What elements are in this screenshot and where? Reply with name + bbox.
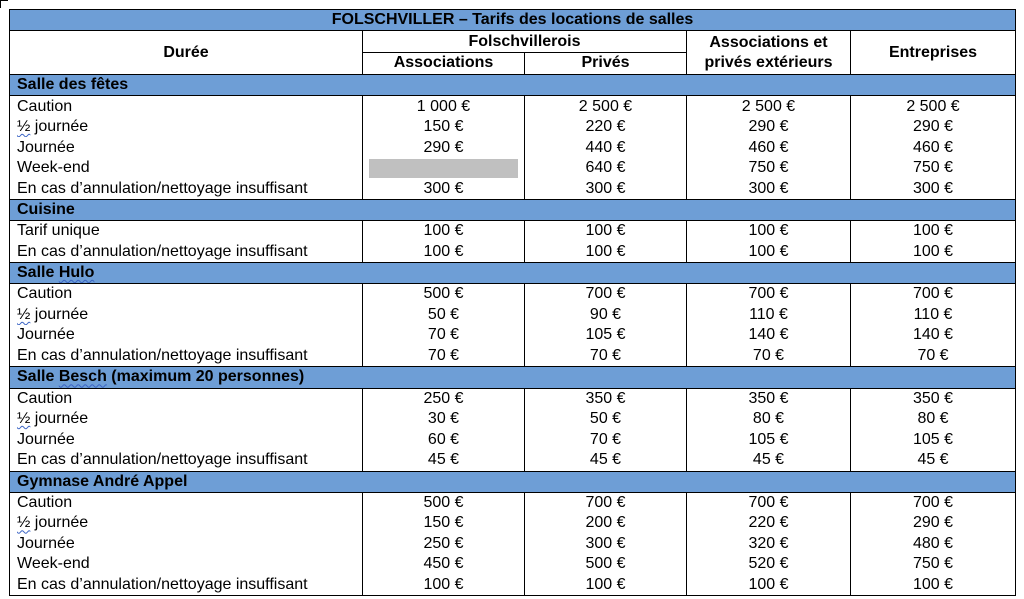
price-cell: 700 € xyxy=(851,284,1016,305)
page-corner-mark xyxy=(0,0,8,8)
price-cell: 300 € xyxy=(525,178,687,199)
price-cell: 70 € xyxy=(363,346,525,367)
price-cell: 290 € xyxy=(851,513,1016,534)
row-label: En cas d’annulation/nettoyage insuffisant xyxy=(10,346,363,367)
price-cell: 70 € xyxy=(851,346,1016,367)
price-cell: 350 € xyxy=(687,388,851,409)
table-row xyxy=(10,158,1016,179)
price-cell: 45 € xyxy=(687,450,851,471)
row-label: Journée xyxy=(10,325,363,346)
row-label: En cas d’annulation/nettoyage insuffisant xyxy=(10,178,363,199)
price-cell: 100 € xyxy=(687,242,851,263)
table-row xyxy=(10,534,1016,555)
price-cell: 300 € xyxy=(687,178,851,199)
price-cell: 105 € xyxy=(851,430,1016,451)
table-row xyxy=(10,409,1016,430)
table-row xyxy=(10,513,1016,534)
price-cell: 80 € xyxy=(851,409,1016,430)
price-cell: 200 € xyxy=(525,513,687,534)
price-cell: 45 € xyxy=(363,450,525,471)
price-cell: 110 € xyxy=(851,305,1016,326)
price-cell: 100 € xyxy=(363,221,525,242)
section-title: Salle Besch (maximum 20 personnes) xyxy=(10,367,1016,388)
price-cell: 90 € xyxy=(525,305,687,326)
row-label: Caution xyxy=(10,96,363,117)
section-title: Gymnase André Appel xyxy=(10,471,1016,492)
price-cell: 520 € xyxy=(687,554,851,575)
section-title: Cuisine xyxy=(10,199,1016,220)
price-cell: 300 € xyxy=(525,534,687,555)
price-cell: 1 000 € xyxy=(363,96,525,117)
row-label: Tarif unique xyxy=(10,221,363,242)
header-associations: Associations xyxy=(363,53,525,75)
table-row xyxy=(10,346,1016,367)
row-label: Caution xyxy=(10,284,363,305)
rental-rates-table xyxy=(9,9,1016,596)
price-cell: 460 € xyxy=(687,137,851,158)
price-cell: 700 € xyxy=(851,492,1016,513)
price-cell: 150 € xyxy=(363,513,525,534)
row-label: Journée xyxy=(10,430,363,451)
price-cell: 30 € xyxy=(363,409,525,430)
price-cell: 220 € xyxy=(687,513,851,534)
price-cell: 350 € xyxy=(525,388,687,409)
price-cell: 110 € xyxy=(687,305,851,326)
table-body xyxy=(10,75,1016,596)
price-cell: 70 € xyxy=(525,430,687,451)
price-cell: 100 € xyxy=(851,242,1016,263)
row-label: En cas d’annulation/nettoyage insuffisant xyxy=(10,242,363,263)
price-cell: 750 € xyxy=(851,554,1016,575)
table-row xyxy=(10,178,1016,199)
price-cell: 100 € xyxy=(363,575,525,596)
price-cell: 700 € xyxy=(525,492,687,513)
price-cell: 2 500 € xyxy=(851,96,1016,117)
price-cell: 300 € xyxy=(851,178,1016,199)
price-cell: 100 € xyxy=(851,221,1016,242)
price-cell: 45 € xyxy=(525,450,687,471)
header-duree: Durée xyxy=(10,31,363,75)
table-row xyxy=(10,388,1016,409)
header-exterieurs-line1: Associations et xyxy=(709,33,828,51)
price-cell: 50 € xyxy=(363,305,525,326)
row-label: Journée xyxy=(10,137,363,158)
header-entreprises: Entreprises xyxy=(851,31,1016,75)
section-title: Salle Hulo xyxy=(10,263,1016,284)
price-cell: 140 € xyxy=(851,325,1016,346)
price-cell: 700 € xyxy=(525,284,687,305)
row-label: Week-end xyxy=(10,554,363,575)
row-label: ½ journée xyxy=(10,117,363,138)
section-row xyxy=(10,263,1016,284)
price-cell: 100 € xyxy=(525,575,687,596)
price-cell: 100 € xyxy=(687,575,851,596)
table-row xyxy=(10,284,1016,305)
price-cell: 100 € xyxy=(687,221,851,242)
row-label: Caution xyxy=(10,388,363,409)
header-group-folschvillerois: Folschvillerois xyxy=(363,31,687,53)
price-cell: 100 € xyxy=(851,575,1016,596)
price-cell: 290 € xyxy=(851,117,1016,138)
price-cell: 500 € xyxy=(525,554,687,575)
row-label: Week-end xyxy=(10,158,363,179)
price-cell: 750 € xyxy=(851,158,1016,179)
price-cell: 70 € xyxy=(687,346,851,367)
price-cell: 290 € xyxy=(687,117,851,138)
table-row xyxy=(10,96,1016,117)
price-cell: 60 € xyxy=(363,430,525,451)
price-cell: 500 € xyxy=(363,492,525,513)
price-cell: 700 € xyxy=(687,492,851,513)
table-row xyxy=(10,117,1016,138)
section-row xyxy=(10,471,1016,492)
price-cell: 750 € xyxy=(687,158,851,179)
price-cell: 500 € xyxy=(363,284,525,305)
header-exterieurs xyxy=(687,31,851,75)
row-label: Journée xyxy=(10,534,363,555)
price-cell: 300 € xyxy=(363,178,525,199)
price-cell: 460 € xyxy=(851,137,1016,158)
row-label: ½ journée xyxy=(10,409,363,430)
grey-fill-block xyxy=(369,159,518,178)
table-row xyxy=(10,221,1016,242)
row-label: En cas d’annulation/nettoyage insuffisant xyxy=(10,575,363,596)
price-cell: 70 € xyxy=(525,346,687,367)
row-label: ½ journée xyxy=(10,513,363,534)
price-cell: 640 € xyxy=(525,158,687,179)
price-cell: 2 500 € xyxy=(687,96,851,117)
price-cell: 105 € xyxy=(687,430,851,451)
price-cell: 70 € xyxy=(363,325,525,346)
price-cell: 100 € xyxy=(525,221,687,242)
table-row xyxy=(10,430,1016,451)
price-cell: 140 € xyxy=(687,325,851,346)
price-cell: 100 € xyxy=(525,242,687,263)
table-row xyxy=(10,554,1016,575)
table-title: FOLSCHVILLER – Tarifs des locations de salles xyxy=(10,10,1016,31)
row-label: ½ journée xyxy=(10,305,363,326)
table-row xyxy=(10,325,1016,346)
header-exterieurs-line2: privés extérieurs xyxy=(704,53,833,71)
price-cell: 150 € xyxy=(363,117,525,138)
header-prives: Privés xyxy=(525,53,687,75)
price-cell: 250 € xyxy=(363,388,525,409)
empty-cell xyxy=(363,158,525,179)
row-label: En cas d’annulation/nettoyage insuffisant xyxy=(10,450,363,471)
row-label: Caution xyxy=(10,492,363,513)
price-cell: 480 € xyxy=(851,534,1016,555)
price-cell: 2 500 € xyxy=(525,96,687,117)
section-row xyxy=(10,367,1016,388)
table-row xyxy=(10,450,1016,471)
price-cell: 440 € xyxy=(525,137,687,158)
table-row xyxy=(10,137,1016,158)
price-cell: 220 € xyxy=(525,117,687,138)
price-cell: 320 € xyxy=(687,534,851,555)
table-row xyxy=(10,575,1016,596)
price-cell: 45 € xyxy=(851,450,1016,471)
price-cell: 450 € xyxy=(363,554,525,575)
price-cell: 100 € xyxy=(363,242,525,263)
section-row xyxy=(10,199,1016,220)
section-title: Salle des fêtes xyxy=(10,75,1016,96)
price-cell: 350 € xyxy=(851,388,1016,409)
table-row xyxy=(10,492,1016,513)
price-cell: 80 € xyxy=(687,409,851,430)
section-row xyxy=(10,75,1016,96)
price-cell: 50 € xyxy=(525,409,687,430)
price-cell: 250 € xyxy=(363,534,525,555)
price-cell: 290 € xyxy=(363,137,525,158)
price-cell: 105 € xyxy=(525,325,687,346)
price-cell: 700 € xyxy=(687,284,851,305)
table-row xyxy=(10,305,1016,326)
table-row xyxy=(10,242,1016,263)
